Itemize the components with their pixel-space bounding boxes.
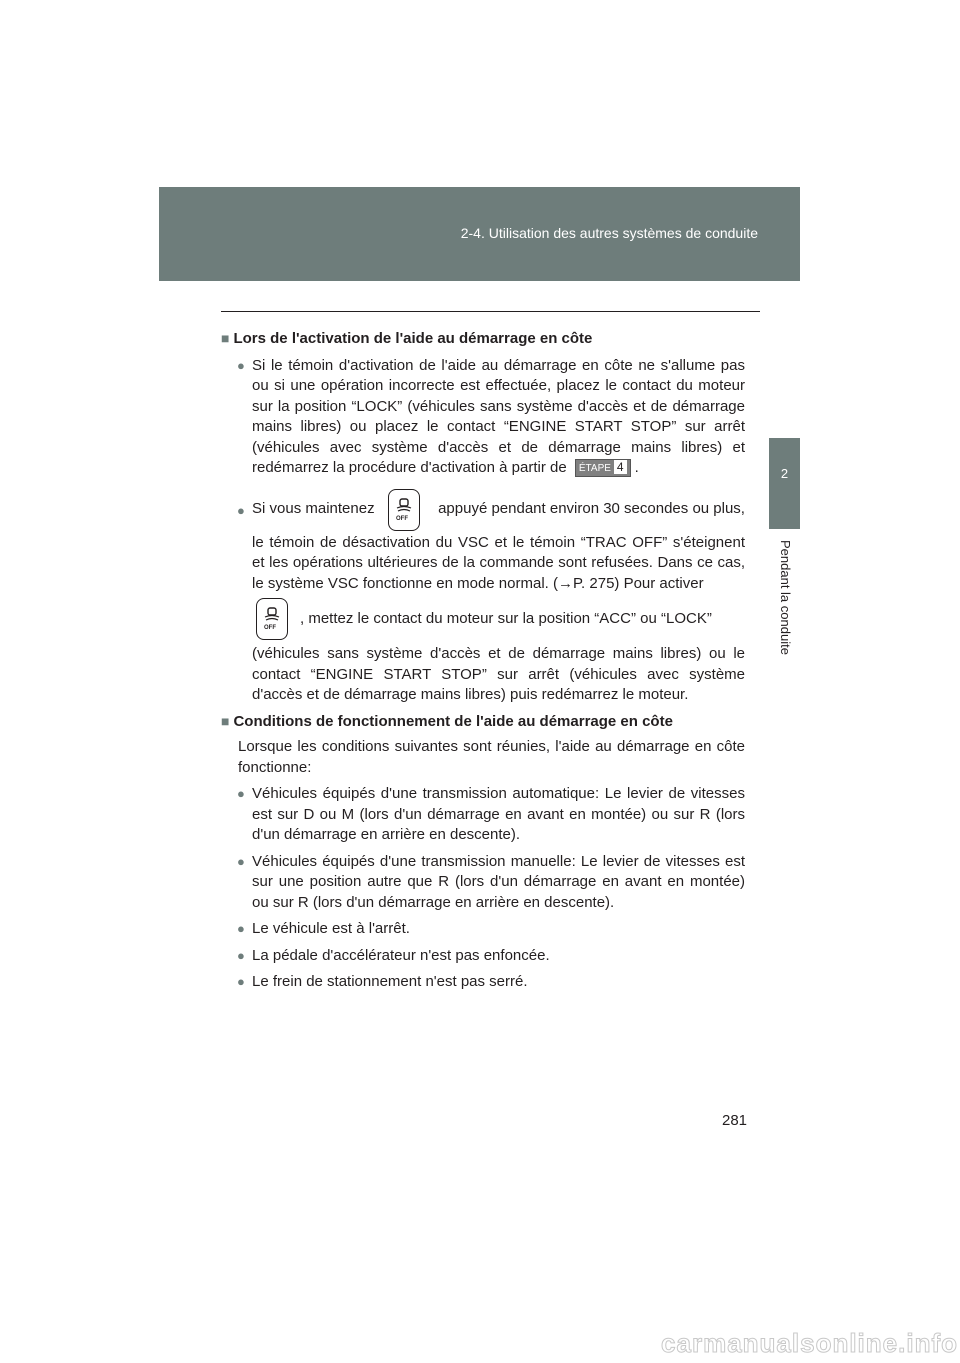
bullet-text: Le frein de stationnement n'est pas serré. [252,973,528,990]
etape-label: ÉTAPE [578,463,611,474]
list-item [221,356,745,479]
vsc-off-button-icon [256,598,288,640]
bullet-text: , mettez le contact du moteur sur la position “ACC” ou “LOCK” [300,609,712,627]
square-bullet-icon: ■ [221,712,230,729]
chapter-label-container [770,540,800,680]
bullet-text: Véhicules équipés d'une transmission automatique: Le levier de vitesses est sur D ou M (lors d'un démarrage en avant en montée) ou sur R (lors d'un démarrage en arrière en descente). [252,785,745,843]
vsc-off-button-icon [388,489,420,531]
list-item [221,946,745,967]
section-title: 2-4. Utilisation des autres systèmes de conduite [460,225,758,241]
circle-bullet-icon: ● [237,357,245,373]
svg-text:OFF: OFF [264,625,276,631]
square-bullet-icon: ■ [221,330,230,346]
etape-number: 4 [614,460,627,474]
bullet-text: (véhicules sans système d'accès et de démarrage mains libres) ou le contact “ENGINE START STOP” sur arrêt (véhicules avec système d'accès et de démarrage mains libres) puis redémarrez le moteur. [252,645,745,703]
bullet-text: Le véhicule est à l'arrêt. [252,920,410,937]
bullet-text: La pédale d'accélérateur n'est pas enfoncée. [252,946,550,964]
bullet-text: Véhicules équipés d'une transmission manuelle: Le levier de vitesses est sur une position autre que R (lors d'un démarrage en avant en montée) ou sur R (lors d'un démarrage en arrière en descente). [252,852,745,911]
list-item [221,489,745,706]
main-content [221,326,745,993]
list-item [221,919,745,940]
bullet-end: . [634,459,639,476]
bullet-text: appuyé pendant environ 30 secondes ou plus, [438,500,745,518]
watermark-logo [0,1328,960,1358]
list-item [221,852,745,914]
page-number: 281 [722,1112,748,1129]
svg-text:OFF: OFF [396,515,409,522]
chapter-tab [769,438,800,529]
circle-bullet-icon: ● [237,853,245,869]
circle-bullet-icon: ● [237,502,245,518]
list-item [221,784,745,846]
bullet-text: le témoin de désactivation du VSC et le témoin “TRAC OFF” s'éteignent et les opérations ultérieures de la commande sont refusées. Dans ce cas, le système VSC fonctionne en mode normal. (→P. 275) Pour activer [252,533,745,592]
section2-intro: Lorsque les conditions suivantes sont réunies, l'aide au démarrage en côte fonctionne: [238,738,745,776]
section2-heading [221,711,745,733]
bullet-text: Si le témoin d'activation de l'aide au démarrage en côte ne s'allume pas ou si une opération incorrecte est effectuée, placez le contact du moteur sur la position “LOCK” (véhicules sans système d'accès et de démarrage mains libres) ou placez le contact “ENGINE START STOP” sur arrêt (véhicules avec système d'accès et de démarrage mains libres) et redémarrez la procédure d'activation à partir de [252,356,745,476]
bullet-text: Si vous maintenez [252,500,375,518]
chapter-label: Pendant la conduite [778,540,793,655]
circle-bullet-icon: ● [237,921,245,936]
etape-badge [575,459,631,477]
circle-bullet-icon: ● [237,974,245,989]
divider [221,311,760,312]
circle-bullet-icon: ● [237,947,245,963]
circle-bullet-icon: ● [237,786,245,801]
section-header-bar [159,187,800,281]
chapter-number: 2 [780,466,789,481]
svg-text:carmanualsonline.info: carmanualsonline.info [661,1328,958,1358]
list-item [221,972,745,993]
section1-heading [221,328,745,350]
section1-title: Lors de l'activation de l'aide au démarrage en côte [233,330,593,347]
section2-title: Conditions de fonctionnement de l'aide au démarrage en côte [233,712,673,730]
